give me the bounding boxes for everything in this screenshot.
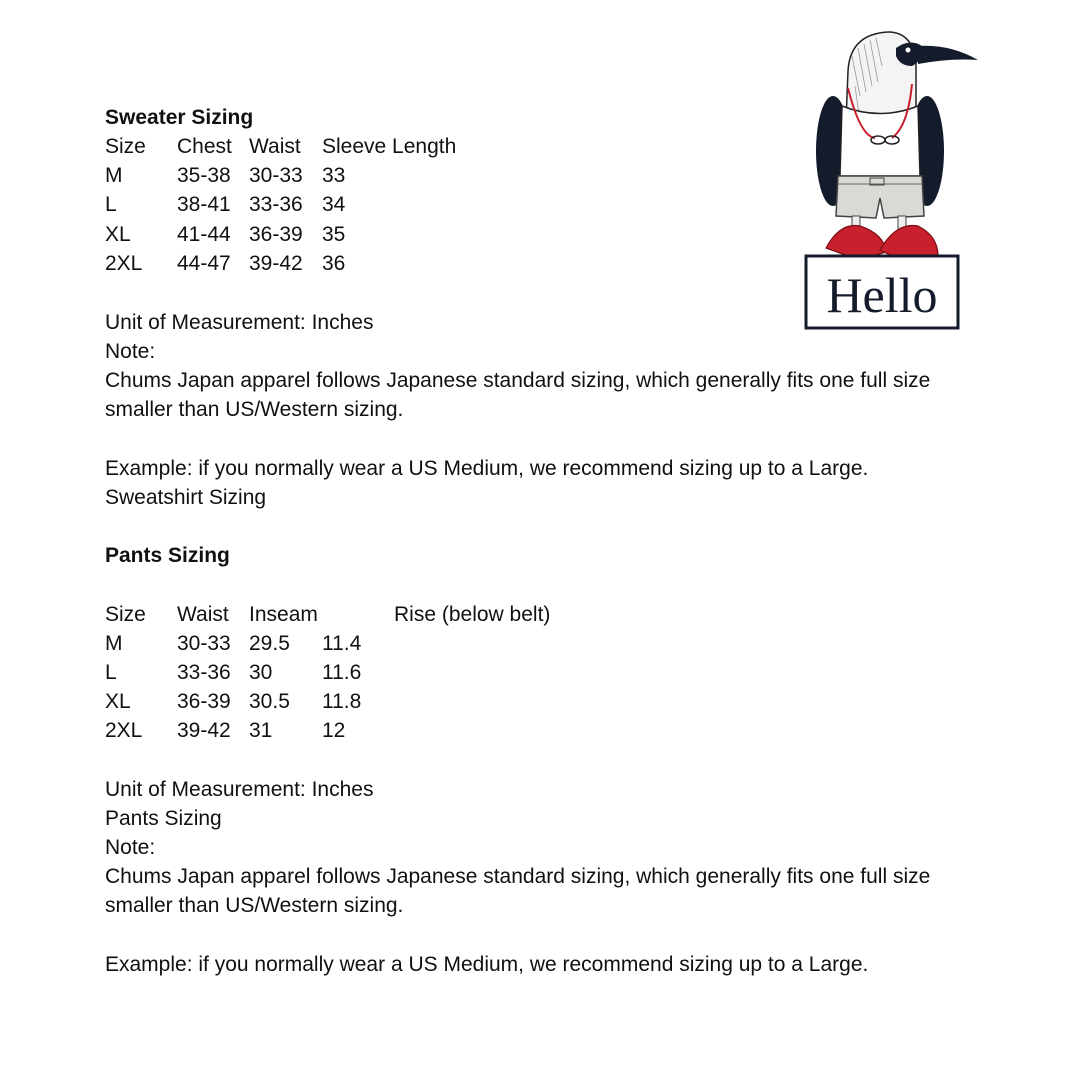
cell-size: XL	[105, 690, 131, 713]
cell-sleeve: 34	[322, 193, 346, 216]
cell-inseam: 29.5	[249, 632, 290, 655]
cell-waist: 30-33	[249, 164, 303, 187]
pants-note-line-1: Chums Japan apparel follows Japanese standard sizing, which generally fits one full size	[105, 865, 931, 888]
cell-inseam: 31	[249, 719, 273, 742]
cell-rise: 11.8	[322, 690, 362, 713]
pants-subtitle: Pants Sizing	[105, 807, 222, 830]
cell-chest: 41-44	[177, 223, 231, 246]
sweatshirt-sizing-label: Sweatshirt Sizing	[105, 486, 267, 509]
cell-chest: 38-41	[177, 193, 231, 216]
cell-waist: 33-36	[249, 193, 303, 216]
sweater-note-line-2: smaller than US/Western sizing.	[105, 398, 404, 421]
sweater-header-sleeve: Sleeve Length	[322, 135, 457, 158]
cell-waist: 30-33	[177, 632, 231, 655]
cell-size: M	[105, 632, 123, 655]
cell-waist: 39-42	[249, 252, 303, 275]
pants-title: Pants Sizing	[105, 544, 230, 567]
pants-note-line-2: smaller than US/Western sizing.	[105, 894, 404, 917]
cell-rise: 11.4	[322, 632, 362, 655]
sweater-header-waist: Waist	[249, 135, 301, 158]
cell-waist: 36-39	[249, 223, 303, 246]
cell-rise: 11.6	[322, 661, 362, 684]
booby-mascot-logo	[800, 26, 985, 336]
hello-sign-text: Hello	[826, 267, 938, 323]
pants-header-rise: Rise (below belt)	[394, 603, 551, 626]
sweater-example: Example: if you normally wear a US Medium, we recommend sizing up to a Large.	[105, 457, 869, 480]
sweater-note-line-1: Chums Japan apparel follows Japanese standard sizing, which generally fits one full size	[105, 369, 931, 392]
sweater-unit: Unit of Measurement: Inches	[105, 311, 374, 334]
cell-sleeve: 35	[322, 223, 346, 246]
sweater-header-size: Size	[105, 135, 146, 158]
cell-chest: 35-38	[177, 164, 231, 187]
cell-size: 2XL	[105, 252, 143, 275]
cell-waist: 39-42	[177, 719, 231, 742]
sweater-header-chest: Chest	[177, 135, 232, 158]
cell-waist: 33-36	[177, 661, 231, 684]
cell-size: M	[105, 164, 123, 187]
cell-chest: 44-47	[177, 252, 231, 275]
pants-header-size: Size	[105, 603, 146, 626]
sweater-note-label: Note:	[105, 340, 156, 363]
cell-inseam: 30.5	[249, 690, 290, 713]
cell-inseam: 30	[249, 661, 273, 684]
cell-size: L	[105, 193, 117, 216]
pants-header-waist: Waist	[177, 603, 229, 626]
cell-size: 2XL	[105, 719, 143, 742]
pants-unit: Unit of Measurement: Inches	[105, 778, 374, 801]
cell-sleeve: 33	[322, 164, 346, 187]
cell-waist: 36-39	[177, 690, 231, 713]
pants-header-inseam: Inseam	[249, 603, 318, 626]
cell-size: L	[105, 661, 117, 684]
cell-sleeve: 36	[322, 252, 346, 275]
pants-note-label: Note:	[105, 836, 156, 859]
booby-bird-icon	[800, 26, 985, 336]
cell-rise: 12	[322, 719, 346, 742]
sweater-title: Sweater Sizing	[105, 106, 254, 129]
cell-size: XL	[105, 223, 131, 246]
pants-example: Example: if you normally wear a US Medium, we recommend sizing up to a Large.	[105, 953, 869, 976]
